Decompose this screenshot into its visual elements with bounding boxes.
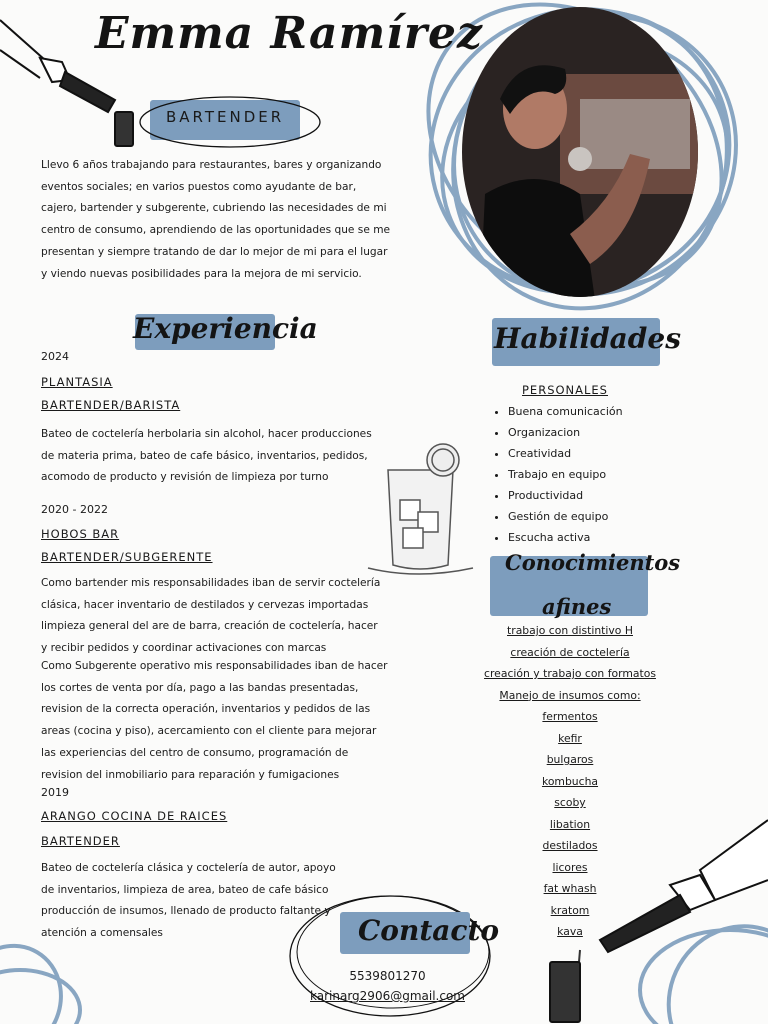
contact-info	[300, 966, 475, 1006]
contact-phone: 5539801270	[349, 969, 426, 983]
job3-year: 2019	[41, 786, 69, 799]
cocktail-glass-illustration	[358, 440, 483, 580]
knowledge-title-line2: afines	[542, 594, 612, 619]
skill-item: • Productividad	[508, 485, 623, 506]
job1-company: PLANTASIA	[41, 375, 113, 389]
job2-description-2: Como Subgerente operativo mis responsabilidades iban de hacer los cortes de venta por día, pago a las bandas presentadas, revision de la correcta operación, inventarios y pedidos de las areas (cocina y piso), acercamiento con el cliente para mejorar las experiencias del centro de consumo, programación de revision del inmobiliario para reparación y fumigaciones	[41, 660, 388, 781]
knowledge-item: fermentos	[542, 710, 598, 723]
knowledge-item: kava	[557, 925, 583, 938]
skills-list	[496, 401, 623, 548]
job1-description: Bateo de coctelería herbolaria sin alcohol, hacer producciones de materia prima, bateo de cafe básico, inventarios, pedidos, acomodo de producto y revisión de limpieza por turno	[41, 428, 372, 484]
job3-position: BARTENDER	[41, 834, 120, 848]
skills-title: Habilidades	[494, 322, 681, 355]
job2-year: 2020 - 2022	[41, 503, 108, 516]
knowledge-item: kombucha	[541, 774, 599, 788]
job1-year: 2024	[41, 350, 69, 363]
knowledge-item: trabajo con distintivo H	[507, 624, 633, 637]
skill-item: • Creatividad	[508, 443, 623, 464]
person-name: Emma Ramírez	[95, 8, 483, 59]
job3-company: ARANGO COCINA DE RAICES	[41, 809, 228, 823]
knowledge-item: kefir	[558, 731, 582, 745]
job3-description: Bateo de coctelería clásica y coctelería de autor, apoyo de inventarios, limpieza de area, bateo de cafe básico producción de insumos, llenado de producto faltante y atención a comensales	[41, 862, 336, 940]
job2-description: Como bartender mis responsabilidades iban de servir coctelería clásica, hacer inventario de destilados y cervezas importadas limpieza general del are de barra, creación de coctelería, hacer y recibir pedidos y coordinar activaciones con marcas	[41, 577, 381, 655]
contact-email[interactable]: karinarg2906@gmail.com	[310, 989, 465, 1003]
skill-item: • Organizacion	[508, 422, 623, 443]
skill-item: • Buena comunicación	[508, 401, 623, 422]
knowledge-item: creación de coctelería	[510, 645, 630, 659]
skills-subtitle: PERSONALES	[522, 383, 608, 397]
knowledge-item: bulgaros	[546, 753, 594, 766]
job2-position: BARTENDER/SUBGERENTE	[41, 550, 213, 564]
knowledge-item: creación y trabajo con formatos	[484, 667, 656, 680]
knowledge-item: Manejo de insumos como:	[499, 688, 641, 702]
scribble-decoration-bottom	[0, 930, 110, 1024]
knowledge-item: kratom	[550, 903, 590, 917]
knowledge-title-line1: Conocimientos	[505, 550, 681, 575]
knowledge-item: libation	[549, 817, 591, 831]
intro-paragraph: Llevo 6 años trabajando para restaurantes, bares y organizando eventos sociales; en varios puestos como ayudante de bar, cajero, bartender y subgerente, cubriendo las necesidades de mi centro de consumo, aprendiendo de las oportunidades que se me presentan y siempre tratando de dar lo mejor de mi para el lugar y viendo nuevas posibilidades para la mejora de mi servicio.	[41, 159, 391, 280]
skill-item: • Trabajo en equipo	[508, 464, 623, 485]
job1-position: BARTENDER/BARISTA	[41, 398, 181, 412]
knowledge-item: destilados	[542, 839, 598, 852]
experience-title: Experiencia	[133, 312, 318, 345]
knowledge-item: scoby	[554, 796, 586, 809]
skill-item: • Escucha activa	[508, 527, 623, 548]
job2-company: HOBOS BAR	[41, 527, 120, 541]
knowledge-item: fat whash	[543, 882, 597, 895]
contact-title: Contacto	[358, 914, 500, 947]
knowledge-item: licores	[552, 860, 588, 874]
profile-photo	[460, 4, 700, 300]
role-title: BARTENDER	[166, 108, 285, 126]
skill-item: • Gestión de equipo	[508, 506, 623, 527]
bartender-pour-illustration	[540, 790, 768, 1024]
